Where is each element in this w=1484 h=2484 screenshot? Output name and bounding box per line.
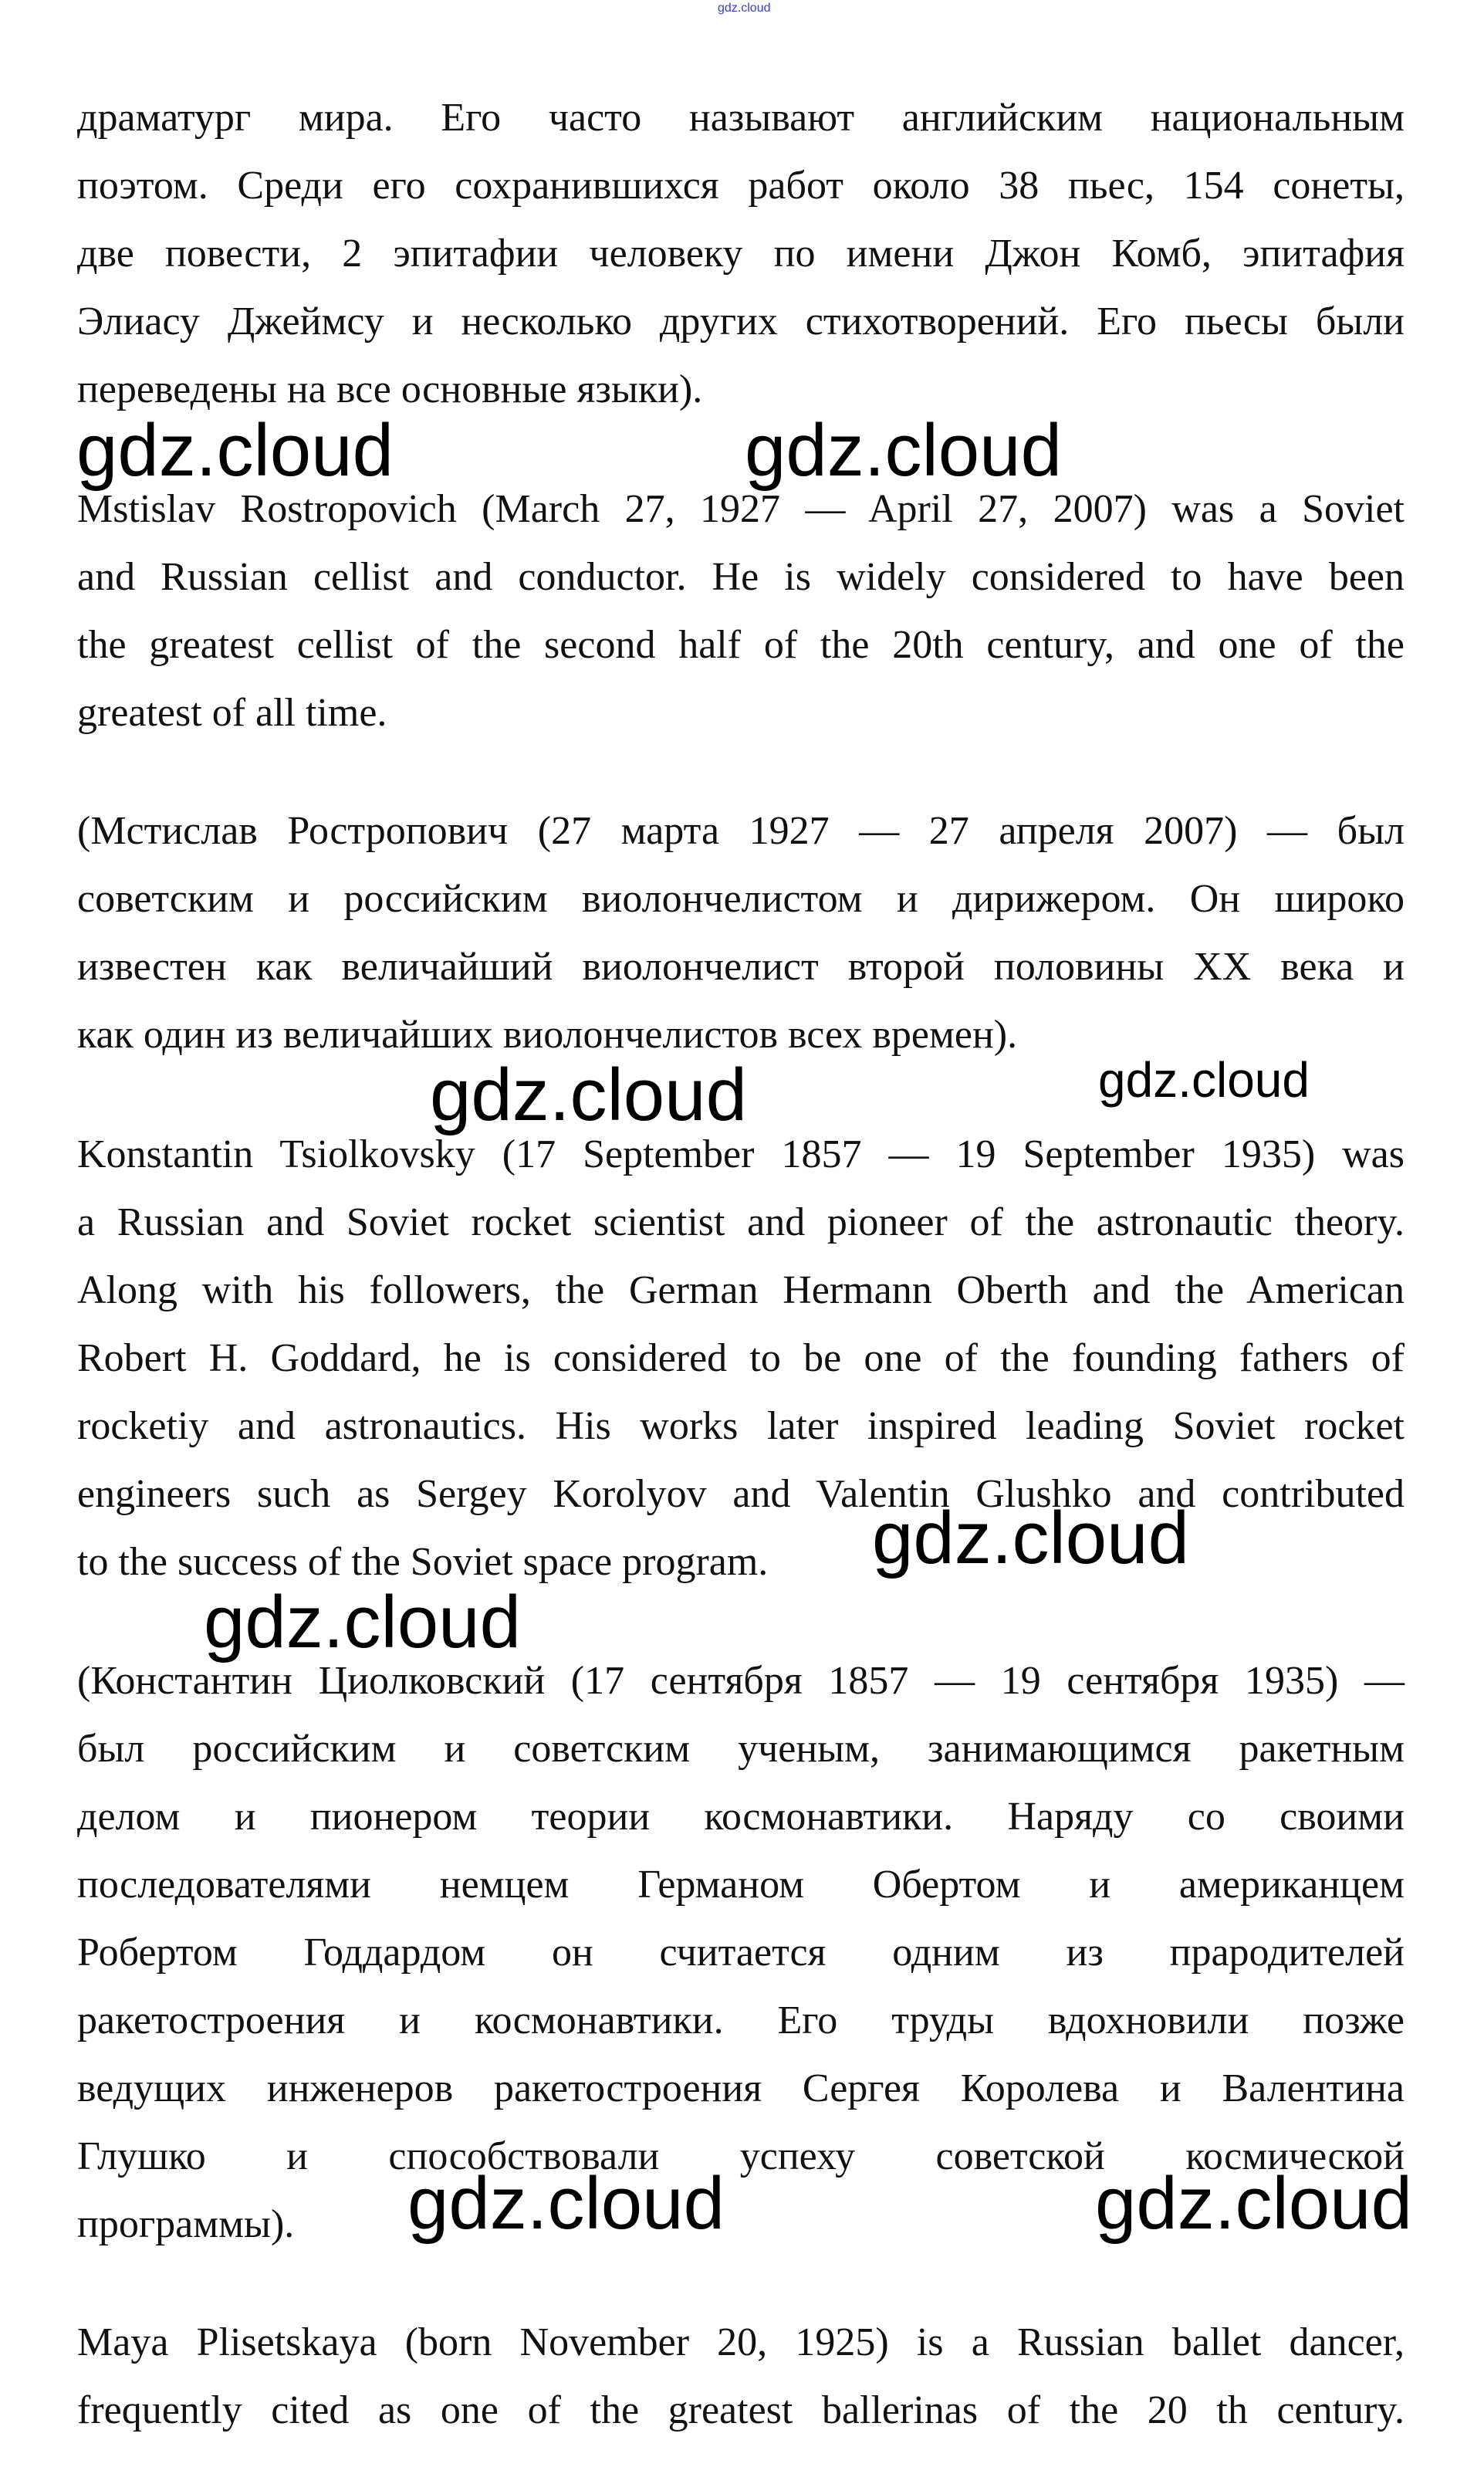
text-line: Робертом Годдардом он считается одним из прародителей: [77, 1931, 1405, 1975]
text-line: две повести, 2 эпитафии человеку по имени Джон Комб, эпитафия: [77, 232, 1405, 276]
watermark: gdz.cloud: [745, 409, 1062, 492]
text-line: engineers such as Sergey Korolyov and Valentin Glushko and contributed: [77, 1472, 1405, 1516]
text-line: a Russian and Soviet rocket scientist and pioneer of the astronautic theory.: [77, 1200, 1405, 1244]
text-line: (Константин Циолковский (17 сентября 1857 — 19 сентября 1935) —: [77, 1659, 1405, 1703]
paragraph-rostropovich-en: [77, 475, 1405, 747]
text-line: ведущих инженеров ракетостроения Сергея Королева и Валентина: [77, 2066, 1405, 2110]
text-line: Maya Plisetskaya (born November 20, 1925) is a Russian ballet dancer,: [77, 2320, 1405, 2364]
text-line: frequently cited as one of the greatest ballerinas of the 20 th century.: [77, 2388, 1405, 2432]
paragraph-tsiolkovsky-en: [77, 1121, 1405, 1596]
text-line: Konstantin Tsiolkovsky (17 September 1857 — 19 September 1935) was: [77, 1132, 1405, 1176]
watermark: gdz.cloud: [1098, 1052, 1310, 1108]
text-line: как один из величайших виолончелистов всех времен).: [77, 1013, 1018, 1057]
watermark: gdz.cloud: [407, 2162, 725, 2245]
text-line: известен как величайший виолончелист второй половины XX века и: [77, 945, 1405, 989]
text-line: последователями немцем Германом Обертом и американцем: [77, 1863, 1405, 1907]
watermark: gdz.cloud: [1095, 2162, 1412, 2245]
watermark: gdz.cloud: [872, 1497, 1189, 1579]
text-line: and Russian cellist and conductor. He is widely considered to have been: [77, 555, 1405, 599]
text-line: greatest of all time.: [77, 691, 387, 735]
watermark: gdz.cloud: [204, 1581, 521, 1663]
paragraph-plisetskaya-en: [77, 2309, 1405, 2445]
text-line: советским и российским виолончелистом и дирижером. Он широко: [77, 877, 1405, 921]
text-line: to the success of the Soviet space program.: [77, 1540, 769, 1584]
text-line: (Мстислав Ростропович (27 марта 1927 — 27 апреля 2007) — был: [77, 809, 1405, 853]
text-line: Mstislav Rostropovich (March 27, 1927 — April 27, 2007) was a Soviet: [77, 487, 1405, 531]
paragraph-rostropovich-ru: [77, 797, 1405, 1069]
paragraph-shakespeare-ru: [77, 84, 1405, 424]
header-watermark: gdz.cloud: [718, 2, 771, 15]
text-line: был российским и советским ученым, занимающимся ракетным: [77, 1727, 1405, 1771]
text-line: Along with his followers, the German Hermann Oberth and the American: [77, 1268, 1405, 1312]
text-line: Элиасу Джеймсу и несколько других стихотворений. Его пьесы были: [77, 300, 1405, 343]
text-line: драматург мира. Его часто называют английским национальным: [77, 96, 1405, 140]
text-line: переведены на все основные языки).: [77, 367, 703, 411]
text-line: делом и пионером теории космонавтики. Наряду со своими: [77, 1795, 1405, 1839]
watermark: gdz.cloud: [76, 409, 394, 492]
text-line: поэтом. Среди его сохранившихся работ около 38 пьес, 154 сонеты,: [77, 164, 1405, 208]
text-line: Глушко и способствовали успеху советской космической: [77, 2134, 1405, 2178]
text-line: программы).: [77, 2202, 295, 2246]
text-line: the greatest cellist of the second half of the 20th century, and one of the: [77, 623, 1405, 667]
text-line: Robert H. Goddard, he is considered to be one of the founding fathers of: [77, 1336, 1405, 1380]
text-line: ракетостроения и космонавтики. Его труды вдохновили позже: [77, 1998, 1405, 2042]
text-line: rocketiy and astronautics. His works later inspired leading Soviet rocket: [77, 1404, 1405, 1448]
watermark: gdz.cloud: [430, 1054, 747, 1136]
